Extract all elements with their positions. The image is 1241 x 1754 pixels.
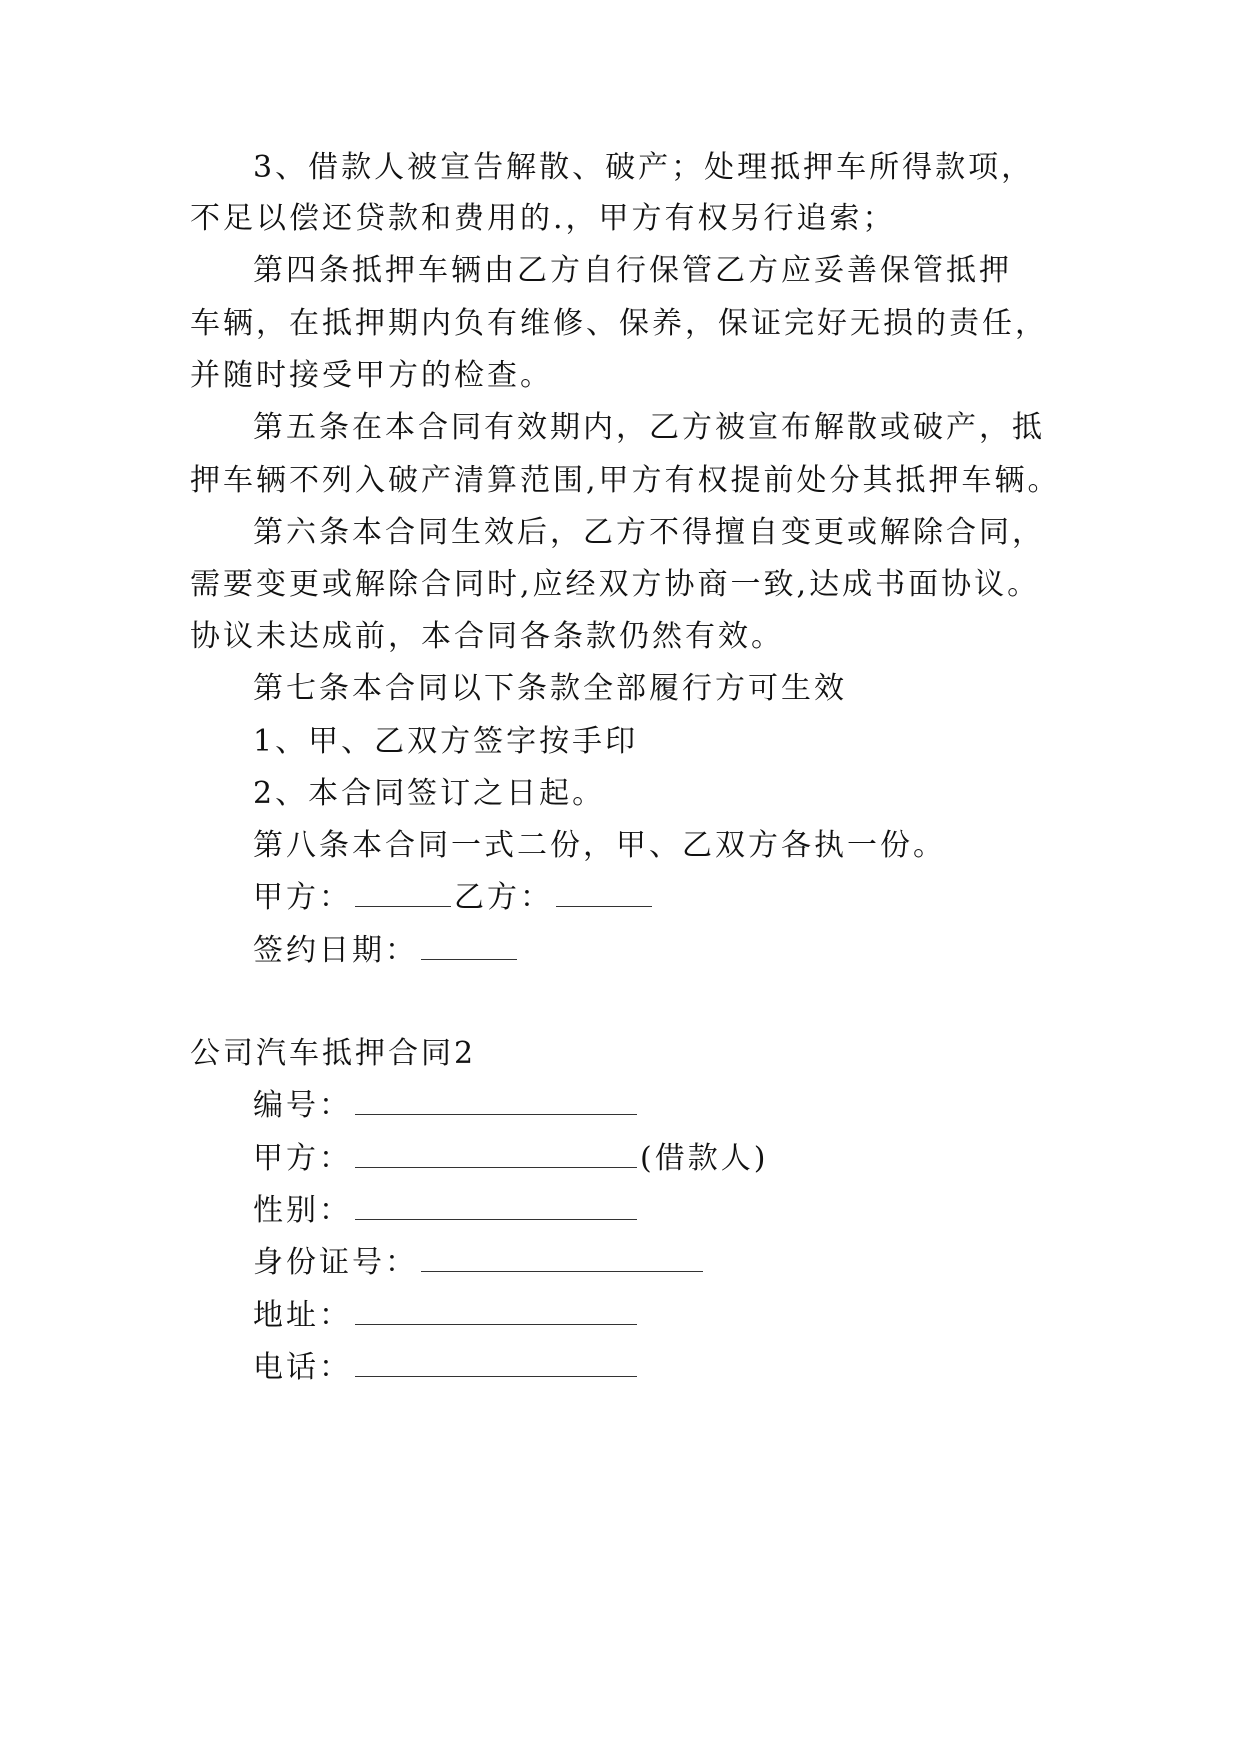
party-a-blank (355, 1145, 637, 1168)
paragraph-line: 车辆，在抵押期内负有维修、保养，保证完好无损的责任， (190, 306, 1048, 341)
contract-number-line (253, 1086, 640, 1126)
id-number-label: 身份证号： (253, 1245, 418, 1280)
signing-date-line (253, 931, 520, 971)
paragraph-line: 3、借款人被宣告解散、破产；处理抵押车所得款项， (253, 150, 1035, 185)
id-number-blank (421, 1249, 703, 1272)
paragraph-line: 第八条本合同一式二份，甲、乙双方各执一份。 (253, 828, 946, 863)
paragraph-line: 第六条本合同生效后，乙方不得擅自变更或解除合同， (253, 515, 1045, 550)
signing-date-blank (421, 937, 517, 960)
gender-label: 性别： (253, 1193, 352, 1228)
signature-parties-line (253, 878, 655, 918)
paragraph-line: 押车辆不列入破产清算范围,甲方有权提前处分其抵押车辆。 (190, 463, 1061, 498)
borrower-note: (借款人) (640, 1141, 769, 1176)
party-a-blank (355, 884, 451, 907)
party-a-label: 甲方： (253, 1141, 352, 1176)
paragraph-line: 2、本合同签订之日起。 (253, 776, 606, 811)
paragraph-line: 1、甲、乙双方签字按手印 (253, 724, 639, 759)
phone-line (253, 1348, 640, 1388)
paragraph-line: 需要变更或解除合同时,应经双方协商一致,达成书面协议。 (190, 567, 1041, 602)
phone-label: 电话： (253, 1350, 352, 1385)
contract-number-label: 编号： (253, 1088, 352, 1123)
paragraph-line: 不足以偿还贷款和费用的.，甲方有权另行追索； (190, 201, 896, 236)
contract-number-blank (355, 1092, 637, 1115)
id-number-line (253, 1243, 706, 1283)
paragraph-line: 并随时接受甲方的检查。 (190, 358, 553, 393)
party-a-label: 甲方： (253, 880, 352, 915)
contract2-title: 公司汽车抵押合同2 (190, 1036, 477, 1071)
address-blank (355, 1302, 637, 1325)
party-b-label: 乙方： (454, 880, 553, 915)
paragraph-line: 协议未达成前，本合同各条款仍然有效。 (190, 619, 784, 654)
address-line (253, 1296, 640, 1336)
gender-line (253, 1191, 640, 1231)
address-label: 地址： (253, 1298, 352, 1333)
party-b-blank (556, 884, 652, 907)
gender-blank (355, 1197, 637, 1220)
phone-blank (355, 1354, 637, 1377)
paragraph-line: 第七条本合同以下条款全部履行方可生效 (253, 671, 847, 706)
paragraph-line: 第五条在本合同有效期内，乙方被宣布解散或破产，抵 (253, 410, 1045, 445)
signing-date-label: 签约日期： (253, 933, 418, 968)
paragraph-line: 第四条抵押车辆由乙方自行保管乙方应妥善保管抵押 (253, 253, 1012, 288)
party-a-line (253, 1139, 768, 1179)
